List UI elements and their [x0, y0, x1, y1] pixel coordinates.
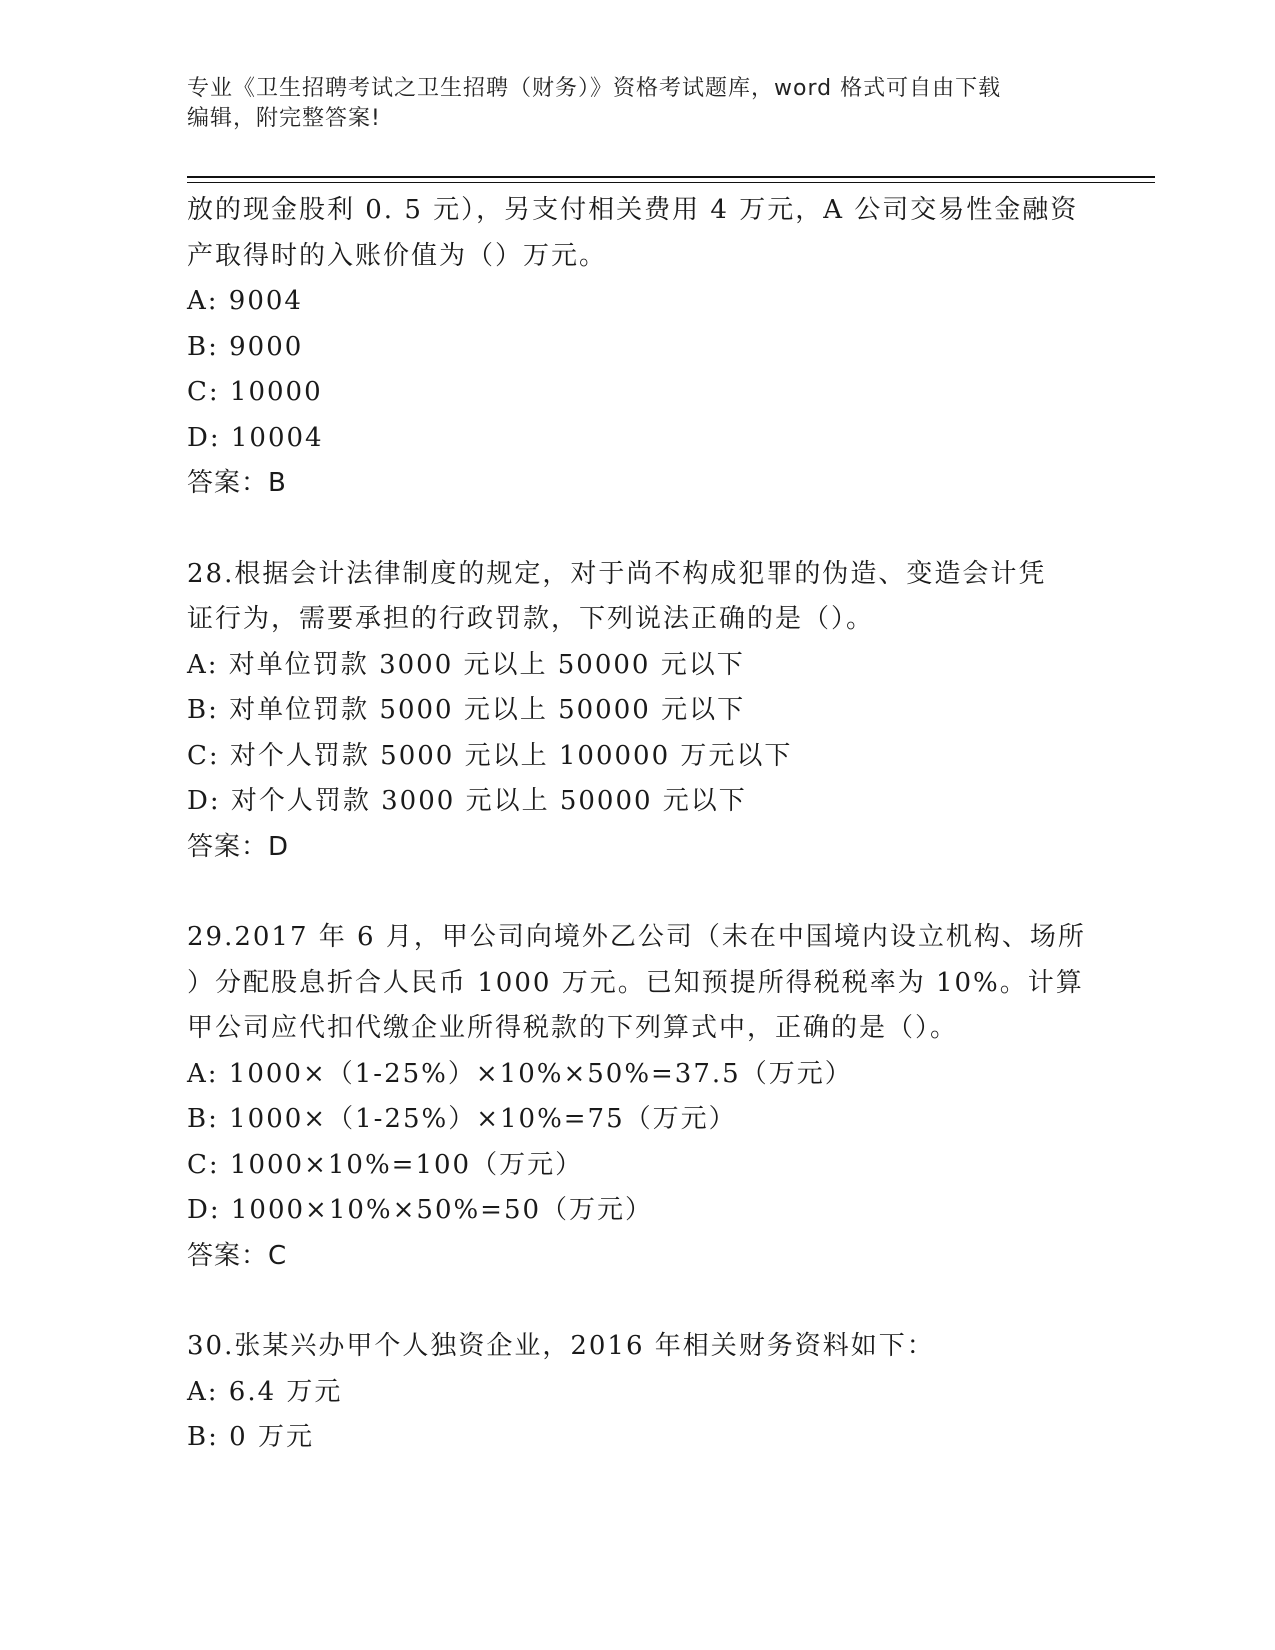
- question-28-option-c: C: 对个人罚款 5000 元以上 100000 万元以下: [187, 740, 793, 771]
- question-29-option-b: B: 1000×（1-25%）×10%=75（万元）: [187, 1104, 737, 1134]
- question-27-text-line-2: 产取得时的入账价值为（）万元。: [187, 240, 608, 271]
- question-29-text-line-3: 甲公司应代扣代缴企业所得税款的下列算式中，正确的是（）。: [187, 1013, 959, 1043]
- question-28: [187, 552, 1087, 871]
- header-line-2: 编辑，附完整答案!: [187, 106, 381, 131]
- question-30-option-a: A: 6.4 万元: [187, 1376, 343, 1407]
- question-27-option-c: C: 10000: [187, 377, 323, 407]
- question-28-text-line-2: 证行为，需要承担的行政罚款，下列说法正确的是（）。: [187, 604, 875, 634]
- document-header: [187, 74, 1067, 134]
- question-28-option-d: D: 对个人罚款 3000 元以上 50000 元以下: [187, 786, 747, 816]
- question-29-option-a: A: 1000×（1-25%）×10%×50%=37.5（万元）: [187, 1058, 853, 1089]
- question-28-option-a: A: 对单位罚款 3000 元以上 50000 元以下: [187, 649, 745, 680]
- question-30: [187, 1324, 1087, 1461]
- question-27-answer: 答案：B: [187, 468, 287, 498]
- question-28-text-line-1: 28.根据会计法律制度的规定，对于尚不构成犯罪的伪造、变造会计凭: [187, 558, 1047, 589]
- spacer: [187, 507, 1087, 552]
- question-content: [187, 188, 1087, 1461]
- question-29: [187, 915, 1087, 1279]
- question-29-text-line-1: 29.2017 年 6 月，甲公司向境外乙公司（未在中国境内设立机构、场所: [187, 922, 1086, 952]
- question-27-option-b: B: 9000: [187, 331, 304, 362]
- spacer: [187, 870, 1087, 915]
- header-line-1: 专业《卫生招聘考试之卫生招聘（财务）》资格考试题库，word 格式可自由下载: [187, 76, 1002, 101]
- question-27: [187, 188, 1087, 507]
- header-rule-thin: [187, 182, 1155, 183]
- spacer: [187, 1279, 1087, 1324]
- question-29-text-line-2: ）分配股息折合人民币 1000 万元。已知预提所得税税率为 10%。计算: [187, 967, 1084, 998]
- header-rule-thick: [187, 176, 1155, 178]
- question-27-option-d: D: 10004: [187, 422, 324, 453]
- question-28-answer: 答案：D: [187, 831, 290, 862]
- question-27-option-a: A: 9004: [187, 286, 303, 316]
- question-30-text-line-1: 30.张某兴办甲个人独资企业，2016 年相关财务资料如下：: [187, 1331, 935, 1361]
- question-27-text-line-1: 放的现金股利 0. 5 元），另支付相关费用 4 万元，A 公司交易性金融资: [187, 195, 1079, 225]
- question-28-option-b: B: 对单位罚款 5000 元以上 50000 元以下: [187, 695, 746, 725]
- question-29-option-c: C: 1000×10%=100（万元）: [187, 1149, 584, 1180]
- question-29-option-d: D: 1000×10%×50%=50（万元）: [187, 1195, 654, 1225]
- question-30-option-b: B: 0 万元: [187, 1422, 314, 1452]
- question-29-answer: 答案：C: [187, 1240, 288, 1271]
